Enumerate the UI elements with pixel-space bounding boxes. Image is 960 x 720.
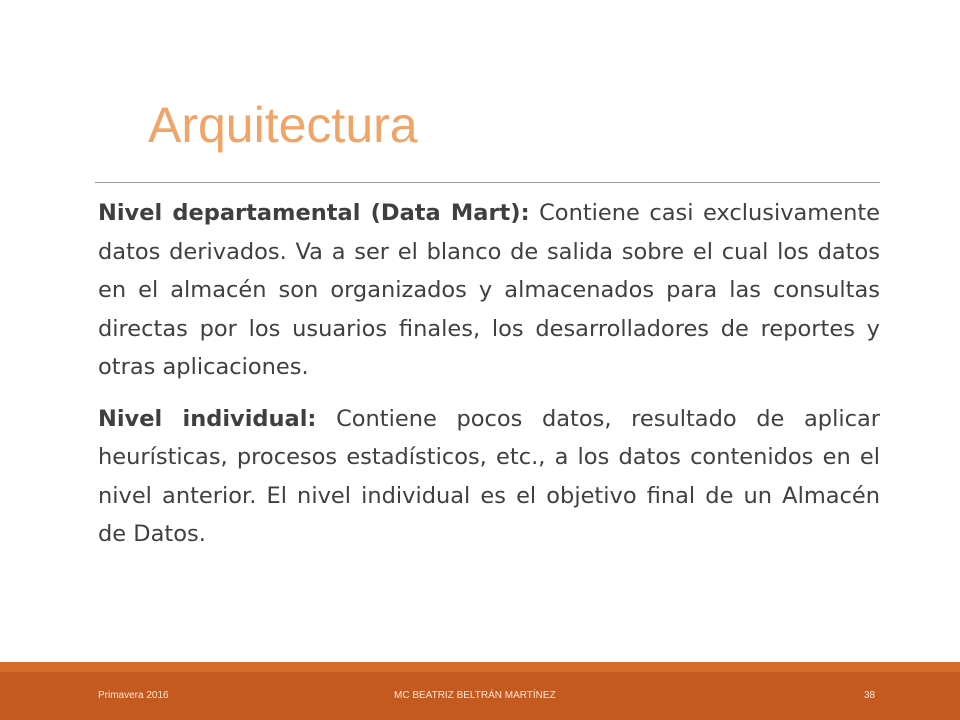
footer-author: MC BEATRIZ BELTRÁN MARTÍNEZ xyxy=(394,690,556,701)
slide-title: Arquitectura xyxy=(148,97,418,153)
footer-accent-bar xyxy=(0,662,960,672)
slide-body xyxy=(98,194,880,567)
paragraph-heading: Nivel individual: xyxy=(98,405,317,432)
page-number: 38 xyxy=(864,690,876,701)
title-divider xyxy=(95,182,880,183)
paragraph-departmental-level xyxy=(98,194,880,387)
paragraph-text: Contiene casi exclusivamente datos derivados. Va a ser el blanco de salida sobre el cual los datos en el almacén son organizados y almacenados para las consultas directas por los usuarios finales, los desarrolladores de reportes y otras aplicaciones. xyxy=(98,200,880,380)
paragraph-individual-level xyxy=(98,400,880,554)
paragraph-text: Contiene pocos datos, resultado de aplicar heurísticas, procesos estadísticos, etc., a los datos contenidos en el nivel anterior. El nivel individual es el objetivo final de un Almacén de Datos. xyxy=(98,405,880,547)
footer-date: Primavera 2016 xyxy=(98,690,169,701)
paragraph-heading: Nivel departamental (Data Mart): xyxy=(98,200,530,226)
